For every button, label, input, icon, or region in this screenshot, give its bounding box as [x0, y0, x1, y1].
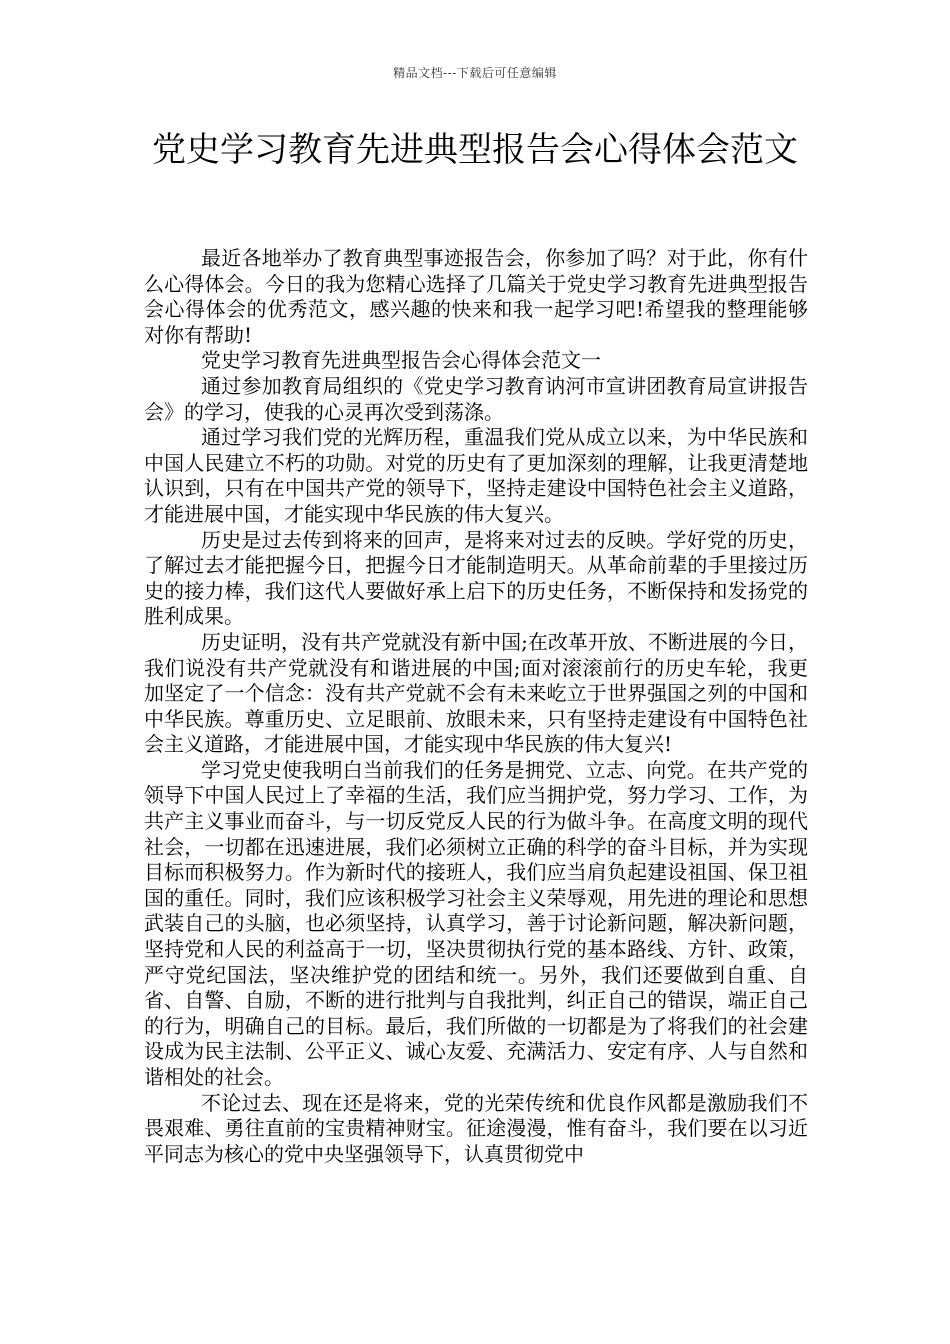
- body-paragraph: 通过学习我们党的光辉历程，重温我们党从成立以来，为中华民族和中国人民建立不朽的功勋。对党的历史有了更加深刻的理解，让我更清楚地认识到，只有在中国共产党的领导下，坚持走建设中国特色社会主义道路，才能进展中国，才能实现中华民族的伟大复兴。: [144, 425, 808, 526]
- body-paragraph: 历史证明，没有共产党就没有新中国;在改革开放、不断进展的今日，我们说没有共产党就没有和谐进展的中国;面对滚滚前行的历史车轮，我更加坚定了一个信念：没有共产党就不会有未来屹立于世界强国之列的中国和中华民族。尊重历史、立足眼前、放眼未来，只有坚持走建设有中国特色社会主义道路，才能进展中国，才能实现中华民族的伟大复兴!: [144, 629, 808, 757]
- body-paragraph: 历史是过去传到将来的回声，是将来对过去的反映。学好党的历史，了解过去才能把握今日，把握今日才能制造明天。从革命前辈的手里接过历史的接力棒，我们这代人要做好承上启下的历史任务，不断保持和发扬党的胜利成果。: [144, 527, 808, 629]
- body-paragraph: 不论过去、现在还是将来，党的光荣传统和优良作风都是激励我们不畏艰难、勇往直前的宝贵精神财宝。征途漫漫，惟有奋斗，我们要在以习近平同志为核心的党中央坚强领导下，认真贯彻党中: [144, 1090, 808, 1166]
- intro-paragraph: 最近各地举办了教育典型事迹报告会，你参加了吗？对于此，你有什么心得体会。今日的我为您精心选择了几篇关于党史学习教育先进典型报告会心得体会的优秀范文，感兴趣的快来和我一起学习吧!希望我的整理能够对你有帮助!: [144, 246, 808, 347]
- document-body: [144, 246, 808, 1167]
- document-title: 党史学习教育先进典型报告会心得体会范文: [152, 130, 798, 170]
- header-note: 精品文档---下载后可任意编辑: [393, 66, 557, 80]
- section-heading: 党史学习教育先进典型报告会心得体会范文一: [201, 348, 601, 373]
- body-paragraph: 学习党史使我明白当前我们的任务是拥党、立志、向党。在共产党的领导下中国人民过上了幸福的生活，我们应当拥护党，努力学习、工作，为共产主义事业而奋斗，与一切反党反人民的行为做斗争。在高度文明的现代社会，一切都在迅速进展，我们必须树立正确的科学的奋斗目标，并为实现目标而积极努力。作为新时代的接班人，我们应当肩负起建设祖国、保卫祖国的重任。同时，我们应该积极学习社会主义荣辱观，用先进的理论和思想武装自己的头脑，也必须坚持，认真学习，善于讨论新问题，解决新问题，坚持党和人民的利益高于一切，坚决贯彻执行党的基本路线、方针、政策，严守党纪国法，坚决维护党的团结和统一。另外，我们还要做到自重、自省、自警、自励，不断的进行批判与自我批判，纠正自己的错误，端正自己的行为，明确自己的目标。最后，我们所做的一切都是为了将我们的社会建设成为民主法制、公平正义、诚心友爱、充满活力、安定有序、人与自然和谐相处的社会。: [144, 757, 808, 1089]
- body-paragraph: 通过参加教育局组织的《党史学习教育讷河市宣讲团教育局宣讲报告会》的学习，使我的心灵再次受到荡涤。: [144, 373, 808, 424]
